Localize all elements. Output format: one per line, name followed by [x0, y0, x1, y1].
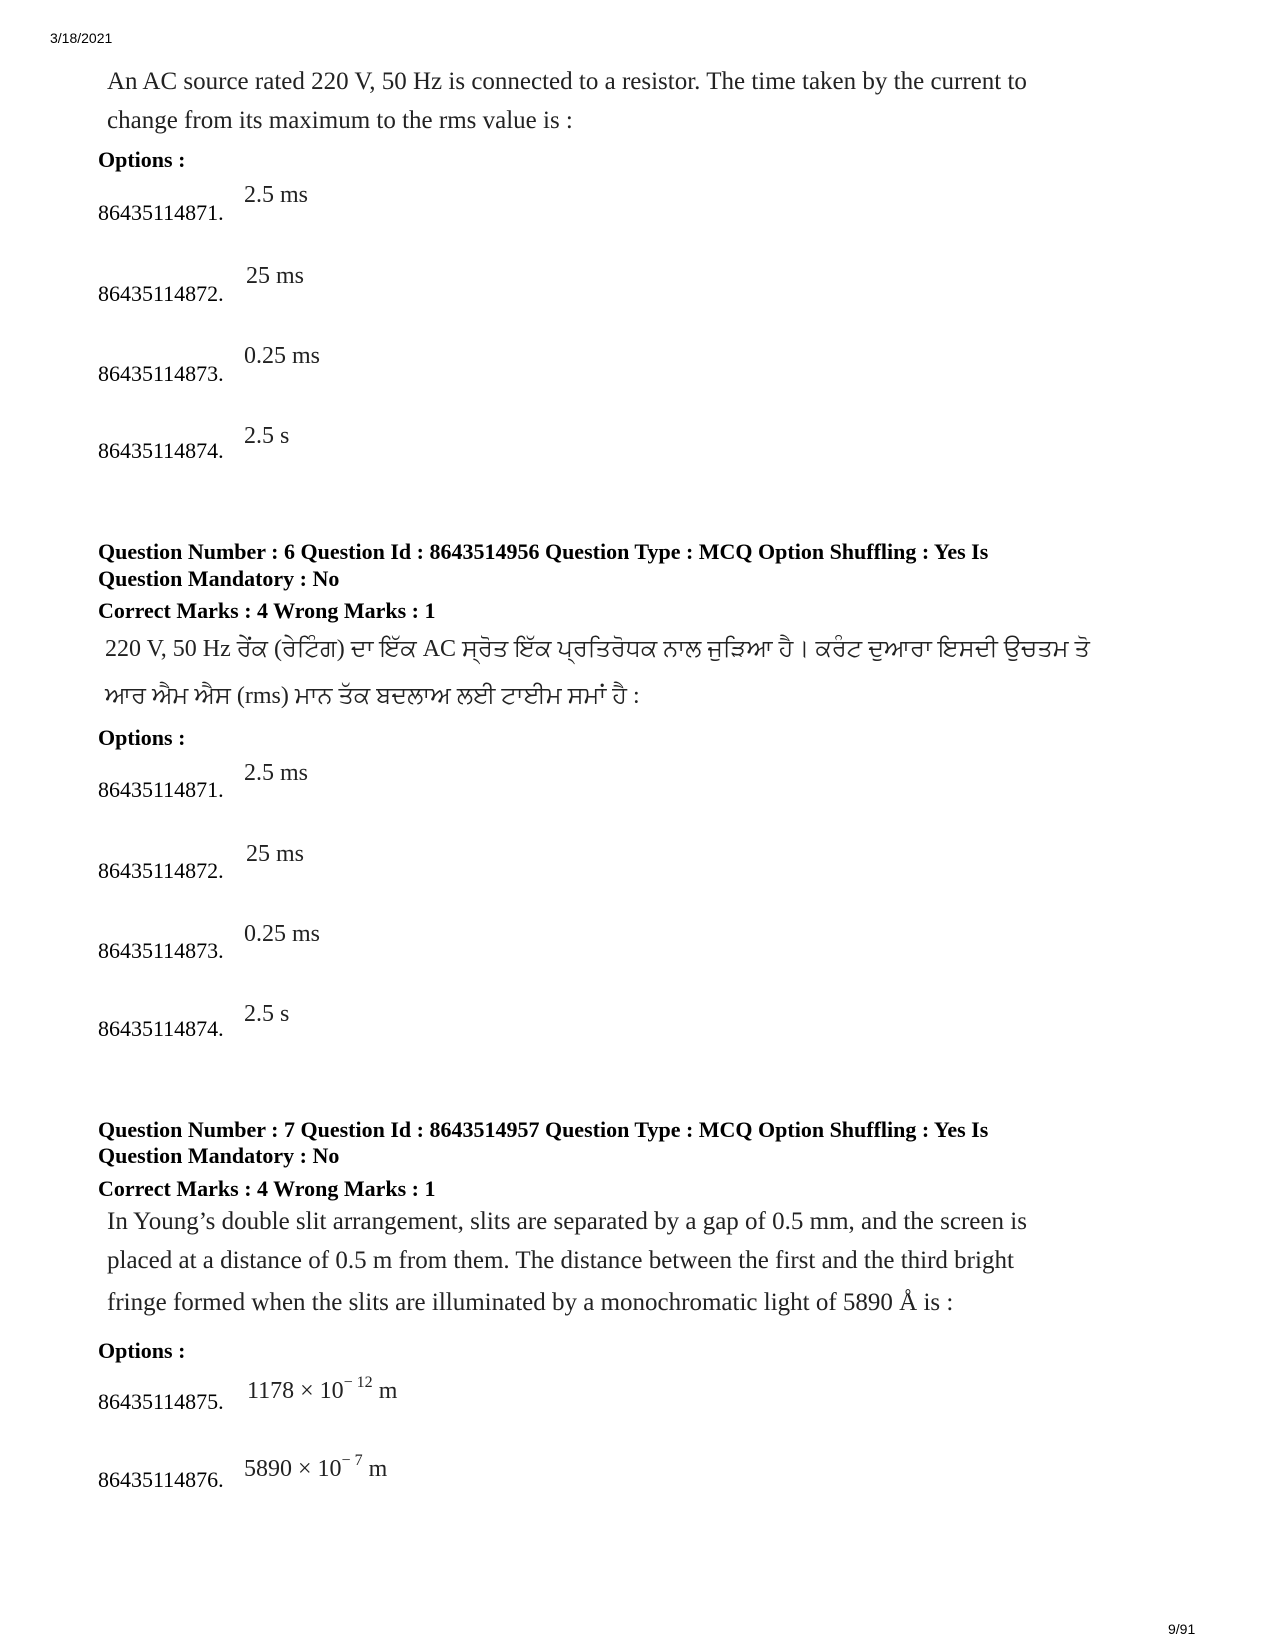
- option-unit: m: [362, 1456, 388, 1482]
- question-meta: Question Mandatory : No: [98, 1143, 340, 1168]
- question-text-line: ਆਰ ਐਮ ਐਸ (rms) ਮਾਨ ਤੱਕ ਬਦਲਾਅ ਲਈ ਟਾਈਮ ਸਮਾਂ ਹੈ :: [105, 683, 640, 709]
- option-id: 86435114876.: [98, 1467, 224, 1492]
- option-id: 86435114875.: [98, 1389, 224, 1414]
- option-exponent: − 12: [343, 1374, 373, 1391]
- option-id: 86435114874.: [98, 1016, 224, 1041]
- option-value: 0.25 ms: [244, 343, 321, 369]
- option-id: 86435114874.: [98, 438, 224, 463]
- question-meta: Question Number : 6 Question Id : 8643514956 Question Type : MCQ Option Shuffling : Yes Is: [98, 539, 989, 564]
- option-id: 86435114873.: [98, 938, 224, 963]
- option-id: 86435114871.: [98, 200, 224, 225]
- question-marks: Correct Marks : 4 Wrong Marks : 1: [98, 1176, 436, 1201]
- options-label: Options :: [98, 147, 186, 172]
- option-mantissa: 1178 × 10: [247, 1378, 344, 1404]
- option-value: [244, 1454, 387, 1483]
- question-text-line: 220 V, 50 Hz ਰੇਂਕ (ਰੇਟਿੰਗ) ਦਾ ਇੱਕ AC ਸ੍ਰੋਤ ਇੱਕ ਪ੍ਰਤਿਰੋਧਕ ਨਾਲ ਜੁੜਿਆ ਹੈ। ਕਰੰਟ ਦੁਆਰਾ ਇਸਦੀ ਉਚਤਮ ਤੋ: [105, 636, 1090, 662]
- option-value: 25 ms: [246, 841, 305, 867]
- print-date: 3/18/2021: [50, 30, 113, 46]
- question-marks: Correct Marks : 4 Wrong Marks : 1: [98, 598, 436, 623]
- question-meta: Question Number : 7 Question Id : 8643514957 Question Type : MCQ Option Shuffling : Yes Is: [98, 1117, 989, 1142]
- question-text-line: placed at a distance of 0.5 m from them. The distance between the first and the third bright: [107, 1247, 1014, 1274]
- option-value: 0.25 ms: [244, 921, 321, 947]
- option-id: 86435114873.: [98, 361, 224, 386]
- option-id: 86435114872.: [98, 858, 224, 883]
- option-id: 86435114872.: [98, 281, 224, 306]
- option-mantissa: 5890 × 10: [244, 1456, 342, 1482]
- option-value: 25 ms: [246, 263, 305, 289]
- options-label: Options :: [98, 725, 186, 750]
- options-label: Options :: [98, 1338, 186, 1363]
- question-text-line: fringe formed when the slits are illuminated by a monochromatic light of 5890 Å is :: [107, 1289, 954, 1316]
- option-value: 2.5 ms: [244, 760, 309, 786]
- question-text-line: In Young’s double slit arrangement, slits are separated by a gap of 0.5 mm, and the screen is: [107, 1208, 1027, 1235]
- question-text-line: An AC source rated 220 V, 50 Hz is connected to a resistor. The time taken by the current to: [107, 68, 1027, 95]
- page-number: 9/91: [1168, 1621, 1196, 1637]
- option-id: 86435114871.: [98, 777, 224, 802]
- option-value: [247, 1376, 397, 1405]
- option-value: 2.5 ms: [244, 182, 309, 208]
- option-unit: m: [372, 1378, 398, 1404]
- option-value: 2.5 s: [244, 1001, 290, 1027]
- option-exponent: − 7: [341, 1452, 363, 1469]
- question-text-line: change from its maximum to the rms value is :: [107, 107, 573, 134]
- option-value: 2.5 s: [244, 423, 290, 449]
- question-meta: Question Mandatory : No: [98, 566, 340, 591]
